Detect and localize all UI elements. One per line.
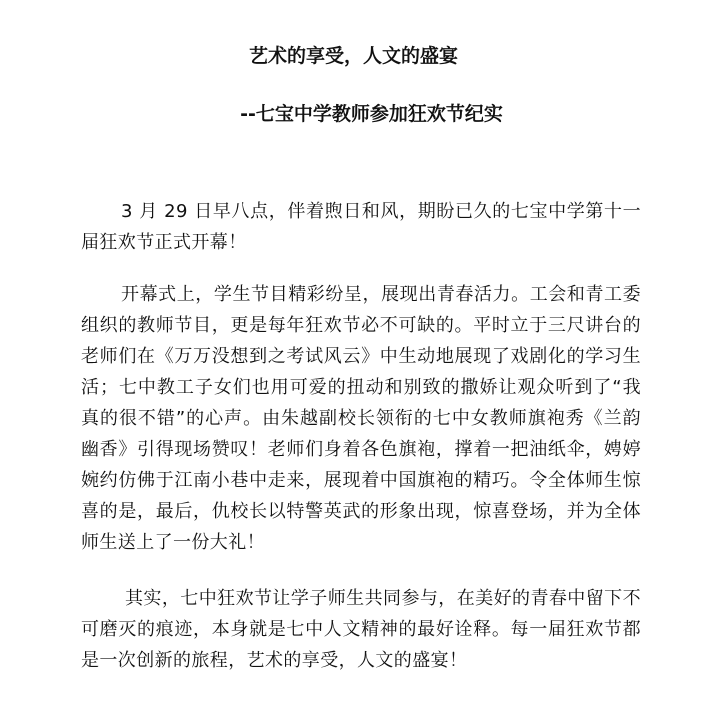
document-subtitle: --七宝中学教师参加狂欢节纪实 [240,103,503,125]
paragraph-opening: 3 月 29 日早八点，伴着煦日和风，期盼已久的七宝中学第十一届狂欢节正式开幕！ [81,201,641,253]
document-title: 艺术的享受，人文的盛宴 [248,45,458,67]
paragraph-conclusion: 其实，七中狂欢节让学子师生共同参与，在美好的青春中留下不可磨灭的痕迹，本身就是七中人文精神的最好诠释。每一届狂欢节都是一次创新的旅程，艺术的享受，人文的盛宴！ [81,588,641,671]
paragraph-ceremony: 开幕式上，学生节目精彩纷呈，展现出青春活力。工会和青工委组织的教师节目，更是每年狂欢节必不可缺的。平时立于三尺讲台的老师们在《万万没想到之考试风云》中生动地展现了戏剧化的学习生活；七中教工子女们也用可爱的扭动和别致的撒娇让观众听到了“我真的很不错”的心声。由朱越副校长领衔的七中女教师旗袍秀《兰韵幽香》引得现场赞叹！老师们身着各色旗袍，撑着一把油纸伞，娉婷婉约仿佛于江南小巷中走来，展现着中国旗袍的精巧。令全体师生惊喜的是，最后，仇校长以特警英武的形象出现，惊喜登场，并为全体师生送上了一份大礼！ [81,284,641,553]
